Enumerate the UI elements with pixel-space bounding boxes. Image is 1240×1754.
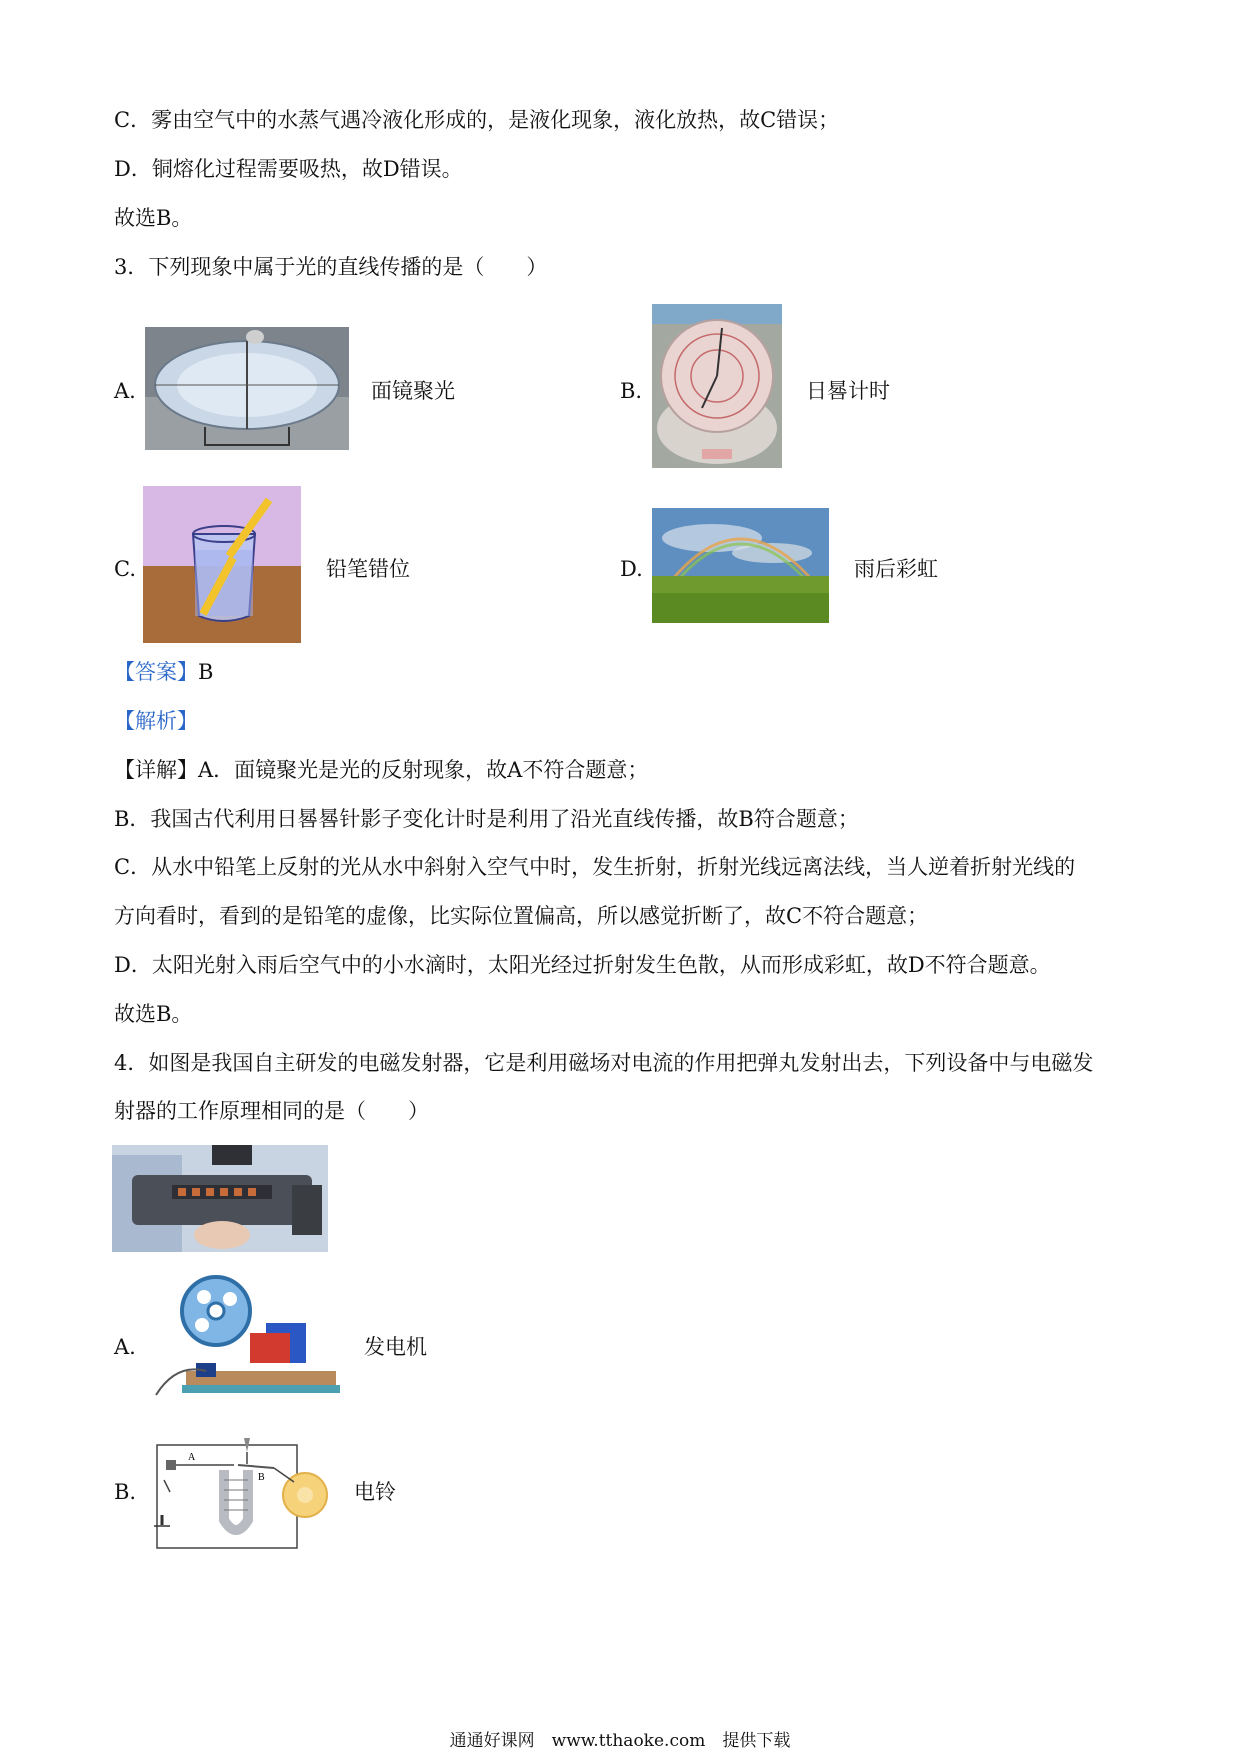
detail-d: D．太阳光射入雨后空气中的小水滴时，太阳光经过折射发生色散，从而形成彩虹，故D不符合题意。 [114, 953, 1051, 977]
sundial-image [652, 304, 782, 468]
q4-option-a-letter: A. [114, 1335, 136, 1359]
q4-option-a-label: 发电机 [364, 1335, 427, 1359]
electric-bell-diagram [144, 1430, 334, 1550]
solar-concentrator-image [145, 327, 349, 450]
option-a-letter: A. [114, 379, 136, 403]
answer-tag: 【答案】 [114, 660, 198, 684]
option-c-letter: C. [114, 557, 136, 581]
question-4-line1: 4．如图是我国自主研发的电磁发射器，它是利用磁场对电流的作用把弹丸发射出去，下列设备中与电磁发 [114, 1051, 1094, 1075]
diagram-label-a: A [188, 1452, 196, 1463]
q4-option-b-letter: B. [114, 1480, 137, 1504]
generator-image [146, 1273, 342, 1406]
option-d-label: 雨后彩虹 [854, 557, 938, 581]
text-line-d-copper: D．铜熔化过程需要吸热，故D错误。 [114, 157, 463, 181]
analysis-tag: 【解析】 [114, 709, 198, 733]
page-footer: 通通好课网 www.tthaoke.com 提供下载 [449, 1731, 791, 1751]
detail-c-line1: C．从水中铅笔上反射的光从水中斜射入空气中时，发生折射，折射光线远离法线，当人逆着折射光线的 [114, 855, 1076, 879]
option-b-label: 日晷计时 [806, 379, 890, 403]
detail-c-line2: 方向看时，看到的是铅笔的虚像，比实际位置偏高，所以感觉折断了，故C不符合题意； [114, 904, 929, 928]
detail-tag: 【详解】 [114, 758, 198, 782]
question-4-line2: 射器的工作原理相同的是（ ） [114, 1099, 429, 1123]
option-a-label: 面镜聚光 [371, 379, 455, 403]
text-line-choose-b: 故选B。 [114, 206, 193, 230]
electromagnetic-launcher-image [112, 1145, 328, 1252]
option-b-letter: B. [620, 379, 643, 403]
rainbow-image [652, 508, 829, 623]
option-c-label: 铅笔错位 [326, 557, 410, 581]
question-3: 3．下列现象中属于光的直线传播的是（ ） [114, 255, 548, 279]
text-line-c-condense: C．雾由空气中的水蒸气遇冷液化形成的，是液化现象，液化放热，故C错误； [114, 108, 840, 132]
detail-b: B．我国古代利用日晷晷针影子变化计时是利用了沿光直线传播，故B符合题意； [114, 807, 859, 831]
detail-a: 【详解】A．面镜聚光是光的反射现象，故A不符合题意； [114, 758, 649, 782]
option-d-letter: D. [620, 557, 643, 581]
answer-line [114, 658, 213, 686]
diagram-label-b: B [258, 1472, 265, 1483]
detail-conclusion: 故选B。 [114, 1002, 193, 1026]
q4-option-b-label: 电铃 [354, 1480, 396, 1504]
pencil-in-glass-image [143, 486, 301, 643]
answer-value: B [198, 660, 214, 684]
